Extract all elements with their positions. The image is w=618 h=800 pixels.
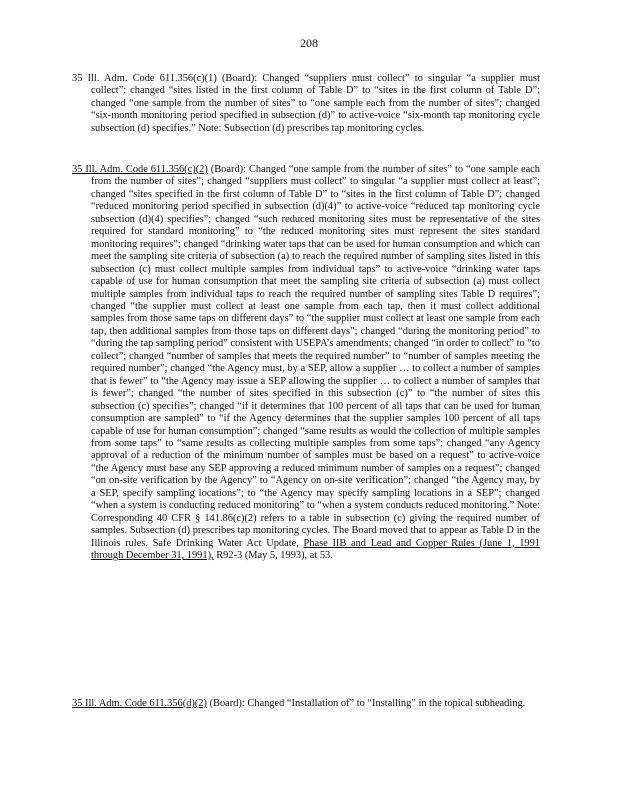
citation: 35 Ill. Adm. Code 611.356(c)(1)	[72, 73, 217, 84]
change-entry-3	[72, 698, 540, 710]
underlined-title: Phase IIB and Lead and Copper Rules (June 1, 1991 through December 31, 1991),	[91, 537, 540, 562]
entry-paragraph	[72, 164, 540, 563]
change-entry-1	[72, 73, 540, 135]
citation: 35 Ill. Adm. Code 611.356(d)(2)	[72, 698, 207, 709]
page-number: 208	[300, 36, 318, 50]
entry-text: (Board): Changed “one sample from the number of sites” to “one sample each from the number of sites”; changed “suppliers must collect” to singular “a supplier must collect at least”; changed “sites specified in the first column of Table D” to “sites in the first column of Table D”; changed “reduced monitoring period specified in subsection (d)(4)” to active-voice “reduced tap monitoring cycle subsection (d)(4) specifies”; changed “such reduced monitoring sites must be representative of the sites required for standard monitoring” to “the reduced monitoring sites must represent the sites standard monitoring requires”; changed “drinking water taps that can be used for human consumption and which can meet the sampling site criteria of subsection (a) to reach the required number of sampling sites listed in this subsection (c) must collect multiple samples from individual taps” to active-voice “drinking water taps capable of use for human consumption that meet the sampling site criteria of subsection (a) must collect multiple samples from individual taps to reach the required number of sampling sites Table D requires”; changed “the supplier must collect at least one sample from each tap, then it must collect additional samples from those same taps on different days” to “the supplier must collect at least one sample from each tap, then additional samples from those taps on different days”; changed “during the monitoring period” to “during the tap sampling period” consistent with USEPA’s amendments; changed “in order to collect” to “to collect”; changed “number of samples that meets the required number” to “number of samples meeting the required number”; changed “the Agency must, by a SEP, allow a supplier … to collect a number of samples that is fewer” to “the Agency may issue a SEP allowing the supplier … to collect a number of samples that is fewer”; changed “the number of sites specified in this subsection (c)” to “the number of sites this subsection (c) specifies”; changed “if it determines that 100 percent of all taps that can be used for human consumption are sampled” to “if the Agency determines that the supplier samples 100 percent of all taps capable of use for human consumption”; changed “same results as would the collection of multiple samples from some taps” to “same results as collecting multiple samples from some taps”; changed “any Agency approval of a reduction of the minimum number of samples must be based on a request” to active-voice “the Agency must base any SEP approving a reduced minimum number of samples on a request”; changed “on on-site verification by the Agency” to “Agency on on-site verification”; changed “the Agency may, by a SEP, specify sampling locations”; to “the Agency may specify sampling locations in a SEP”; changed “when a system is conducting reduced monitoring” to “when a system conducts reduced monitoring.” Note: Corresponding 40 CFR § 141.86(c)(2) refers to a table in subsection (c) giving the required number of samples. Subsection (d) prescribes tap monitoring cycles. The Board moved that to appear as Table D in the Illinois rules. Safe Drinking Water Act Update,	[91, 164, 540, 549]
entry-paragraph	[72, 698, 540, 710]
entry-text: (Board): Changed “suppliers must collect” to singular “a supplier must collect”; changed “sites listed in the first column of Table D” to “sites in the first column of Table D”; changed “one sample from the number of sites” to “one sample each from the number of sites”; changed “six-month monitoring period specified in subsection (d)” to active-voice “six-month tap monitoring cycle subsection (d) specifies.” Note: Subsection (d) prescribes tap monitoring cycles.	[91, 73, 540, 134]
citation: 35 Ill. Adm. Code 611.356(c)(2)	[72, 164, 208, 175]
change-entry-2	[72, 164, 540, 563]
entry-text: (Board): Changed “Installation of” to “Installing” in the topical subheading.	[206, 698, 526, 709]
entry-text-tail: R92-3 (May 5, 1993), at 53.	[213, 550, 333, 562]
entry-paragraph	[72, 73, 540, 135]
